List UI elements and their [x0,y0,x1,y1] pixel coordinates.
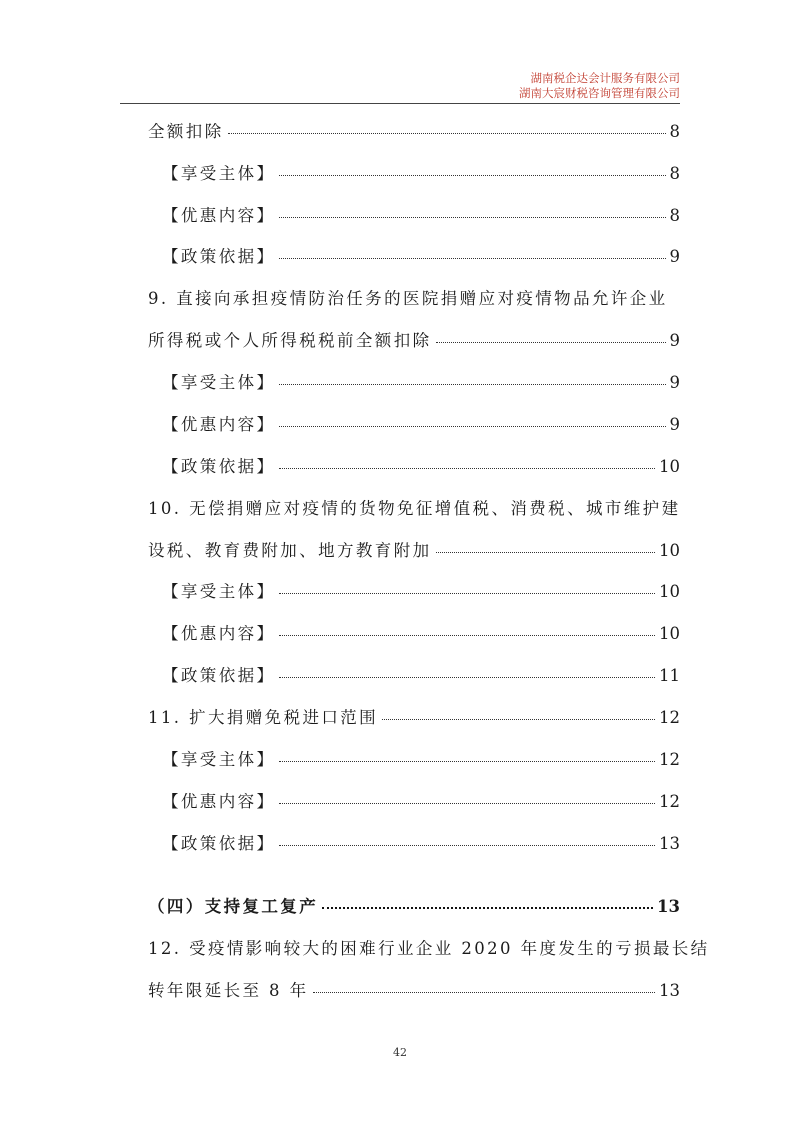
toc-entry-title: 【享受主体】 [162,750,276,769]
toc-leader-dots [279,468,655,469]
toc-entry[interactable] [148,118,680,142]
company-name-2: 湖南大宸财税咨询管理有限公司 [519,86,680,100]
toc-entry-title: 【政策依据】 [162,666,276,685]
toc-entry-title: 11. 扩大捐赠免税进口范围 [148,708,379,727]
toc-leader-dots [228,133,666,134]
header-divider [120,103,680,104]
toc-entry-title: 转年限延长至 8 年 [148,981,309,1000]
toc-entry[interactable] [162,746,680,770]
toc-entry-title: 所得税或个人所得税税前全额扣除 [148,331,432,350]
page-header [519,71,680,101]
toc-page-number: 9 [669,373,680,392]
toc-page-number: 12 [659,792,680,811]
toc-page-number: 10 [659,624,680,643]
toc-entry-title: 【政策依据】 [162,457,276,476]
toc-entry[interactable] [162,160,680,184]
toc-page-number: 10 [659,457,680,476]
toc-leader-dots [279,677,655,678]
toc-leader-dots [313,992,656,993]
toc-leader-dots [436,552,656,553]
toc-entry-title-line1[interactable]: 9. 直接向承担疫情防治任务的医院捐赠应对疫情物品允许企业 [148,289,668,308]
toc-leader-dots [322,907,653,909]
toc-page-number: 13 [659,981,680,1000]
toc-entry-title-line1[interactable]: 12. 受疫情影响较大的困难行业企业 2020 年度发生的亏损最长结 [148,939,710,958]
toc-entry[interactable] [148,977,680,1001]
toc-page-number: 9 [669,331,680,350]
toc-page-number: 12 [659,750,680,769]
toc-page-number: 8 [669,122,680,141]
toc-leader-dots [279,593,655,594]
toc-leader-dots [279,635,655,636]
toc-leader-dots [279,258,665,259]
toc-entry-title: 【享受主体】 [162,582,276,601]
toc-entry-title: 【享受主体】 [162,164,276,183]
toc-section-title: （四）支持复工复产 [148,897,319,916]
toc-leader-dots [279,845,655,846]
toc-entry-title: 设税、教育费附加、地方教育附加 [148,541,432,560]
toc-leader-dots [436,342,666,343]
toc-leader-dots [279,384,665,385]
toc-page-number: 11 [659,666,680,685]
toc-entry-title: 【政策依据】 [162,247,276,266]
toc-leader-dots [382,719,655,720]
toc-page-number: 13 [657,897,680,916]
toc-entry[interactable] [162,788,680,812]
toc-entry-title-line1[interactable]: 10. 无偿捐赠应对疫情的货物免征增值税、消费税、城市维护建 [148,499,681,518]
toc-entry[interactable] [148,537,680,561]
toc-entry-title: 全额扣除 [148,122,224,141]
toc-page-number: 9 [669,415,680,434]
toc-entry-title: 【享受主体】 [162,373,276,392]
toc-entry-title: 【优惠内容】 [162,624,276,643]
toc-entry[interactable] [162,662,680,686]
toc-page-number: 10 [659,582,680,601]
toc-entry[interactable] [162,453,680,477]
toc-leader-dots [279,803,655,804]
toc-page-number: 12 [659,708,680,727]
page-number: 42 [393,1046,407,1059]
toc-leader-dots [279,217,665,218]
toc-entry[interactable] [162,411,680,435]
toc-leader-dots [279,175,665,176]
toc-entry[interactable] [162,369,680,393]
toc-page-number: 8 [669,206,680,225]
toc-leader-dots [279,761,655,762]
toc-entry[interactable] [162,830,680,854]
toc-page-number: 13 [659,834,680,853]
toc-page-number: 10 [659,541,680,560]
toc-section-entry[interactable] [148,893,680,917]
toc-entry[interactable] [148,327,680,351]
toc-entry-title: 【优惠内容】 [162,792,276,811]
toc-entry[interactable] [162,620,680,644]
toc-leader-dots [279,426,665,427]
toc-entry[interactable] [162,578,680,602]
toc-entry[interactable] [148,704,680,728]
toc-page-number: 9 [669,247,680,266]
company-name-1: 湖南税企达会计服务有限公司 [530,71,680,85]
toc-entry-title: 【优惠内容】 [162,206,276,225]
toc-entry-title: 【政策依据】 [162,834,276,853]
toc-entry[interactable] [162,202,680,226]
toc-page-number: 8 [669,164,680,183]
toc-entry[interactable] [162,243,680,267]
toc-entry-title: 【优惠内容】 [162,415,276,434]
